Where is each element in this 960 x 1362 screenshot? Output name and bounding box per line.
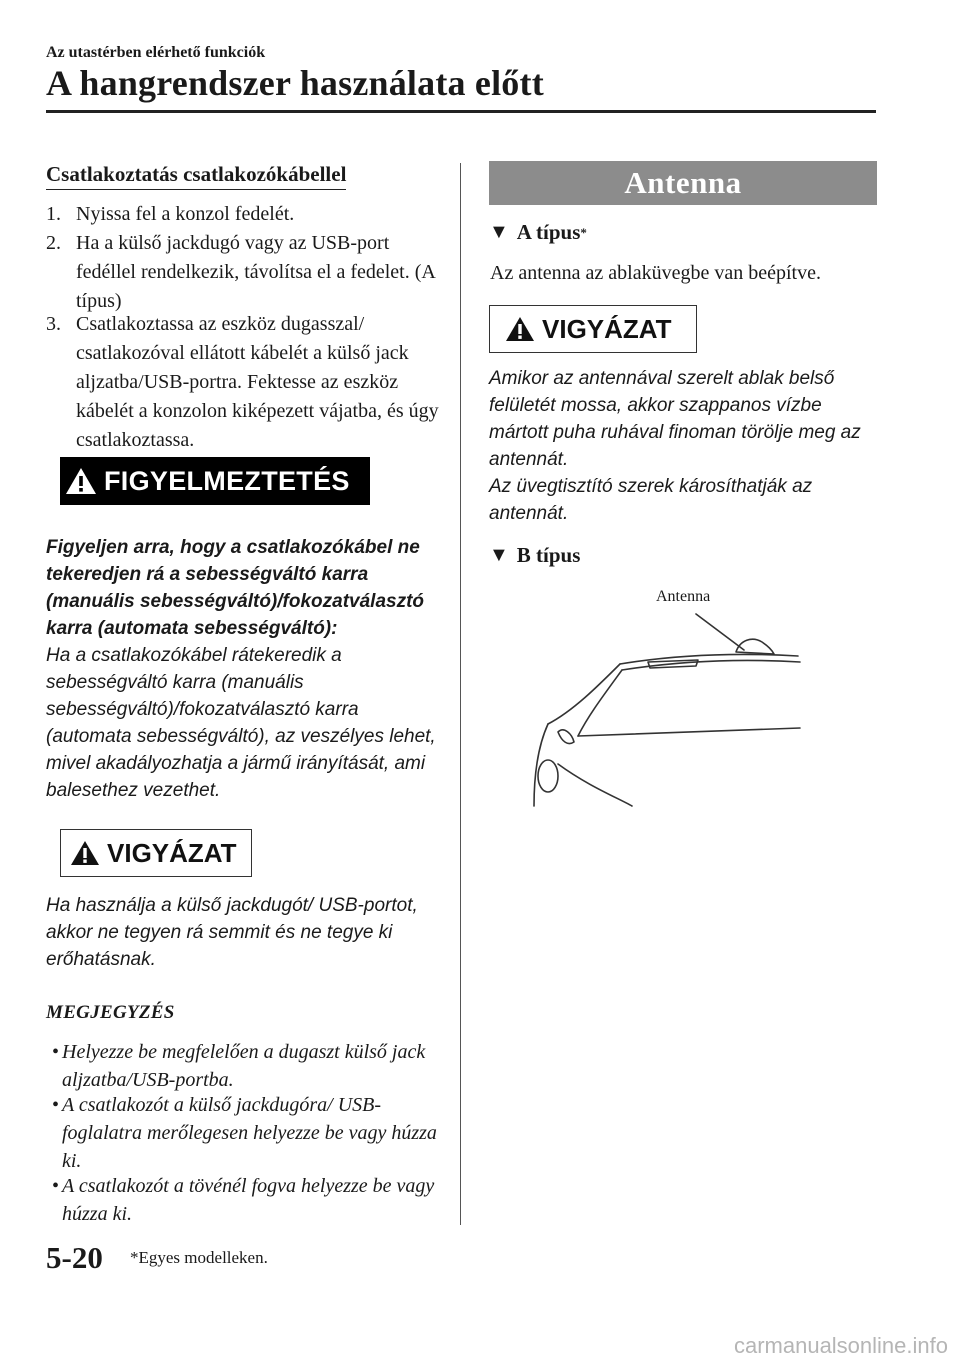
page-number: 5-20 <box>46 1240 103 1275</box>
triangle-marker-icon: ▼ <box>489 221 509 243</box>
section-heading: Csatlakoztatás csatlakozókábellel <box>46 162 346 190</box>
step-number: 1. <box>46 203 61 225</box>
caution-right-body: Amikor az antennával szerelt ablak belső felületét mossa, akkor szappanos vízbe mártott puha ruhával finoman törölje meg az antennát. <box>489 368 861 470</box>
note-item <box>46 1038 446 1094</box>
note-item <box>46 1172 446 1228</box>
step-2 <box>46 229 446 316</box>
caution-body-text: Ha használja a külső jackdugót/ USB-portot, akkor ne tegyen rá semmit és ne tegye ki erőhatásnak. <box>46 895 418 970</box>
warning-badge <box>60 457 370 505</box>
footnote: *Egyes modelleken. <box>130 1248 268 1267</box>
car-rear-antenna-illustration <box>528 586 818 808</box>
caution-right-body-2: Az üvegtisztító szerek károsíthatják az antennát. <box>489 476 813 524</box>
step-text: Csatlakoztassa az eszköz dugasszal/ csatlakozóval ellátott kábelét a külső jack aljzatba/USB-portra. Fektesse az eszköz kábelét a konzolon kiképezett vájatba, és úgy csatlakoztassa. <box>76 313 439 451</box>
warning-label: FIGYELMEZTETÉS <box>104 465 350 496</box>
footnote-mark: * <box>580 224 587 240</box>
caution-badge <box>60 829 252 877</box>
figure-label: Antenna <box>656 588 711 605</box>
note-heading: MEGJEGYZÉS <box>46 1002 175 1023</box>
b-type-label: B típus <box>516 543 581 567</box>
a-type-heading <box>489 220 587 245</box>
caution-triangle-icon <box>69 839 101 867</box>
antenna-section-band: Antenna <box>489 161 877 205</box>
bullet: • <box>52 1094 60 1116</box>
warning-body-text: Ha a csatlakozókábel rátekeredik a sebességváltó karra (manuális sebességváltó)/fokozatválasztó karra (automata sebességváltó), az veszélyes lehet, mivel akadályozhatja a jármű irányítását, ami balesethez vezethet. <box>46 645 436 801</box>
watermark: carmanualsonline.info <box>733 1333 948 1358</box>
caution-label: VIGYÁZAT <box>542 313 672 344</box>
note-item <box>46 1091 446 1175</box>
caution-badge-right <box>489 305 697 353</box>
bullet: • <box>52 1175 60 1197</box>
header-rule <box>46 110 876 113</box>
caution-label: VIGYÁZAT <box>107 837 237 868</box>
warning-bold-text: Figyeljen arra, hogy a csatlakozókábel ne tekeredjen rá a sebességváltó karra (manuális sebességváltó)/fokozatválasztó karra (automata sebességváltó): <box>46 537 425 639</box>
bullet: • <box>52 1041 60 1063</box>
step-text: Ha a külső jackdugó vagy az USB-port fedéllel rendelkezik, távolítsa el a fedelet. (A típus) <box>76 232 435 312</box>
a-type-label: A típus <box>516 220 581 244</box>
note-text: A csatlakozót a tövénél fogva helyezze be vagy húzza ki. <box>62 1175 435 1225</box>
note-text: Helyezze be megfelelően a dugaszt külső jack aljzatba/USB-portba. <box>62 1041 426 1091</box>
b-type-heading <box>489 543 580 568</box>
caution-triangle-icon <box>504 315 536 343</box>
warning-triangle-icon <box>64 466 98 496</box>
triangle-marker-icon: ▼ <box>489 544 509 566</box>
step-3 <box>46 310 446 455</box>
step-text: Nyissa fel a konzol fedelét. <box>76 203 295 225</box>
a-type-text: Az antenna az ablaküvegbe van beépítve. <box>490 262 821 284</box>
note-text: A csatlakozót a külső jackdugóra/ USB-foglalatra merőlegesen helyezze be vagy húzza ki. <box>62 1094 437 1172</box>
page-title: A hangrendszer használata előtt <box>46 63 544 103</box>
section-label: Az utastérben elérhető funkciók <box>46 44 266 61</box>
step-1 <box>46 200 446 229</box>
step-number: 3. <box>46 313 61 335</box>
column-divider <box>460 163 461 1225</box>
step-number: 2. <box>46 232 61 254</box>
